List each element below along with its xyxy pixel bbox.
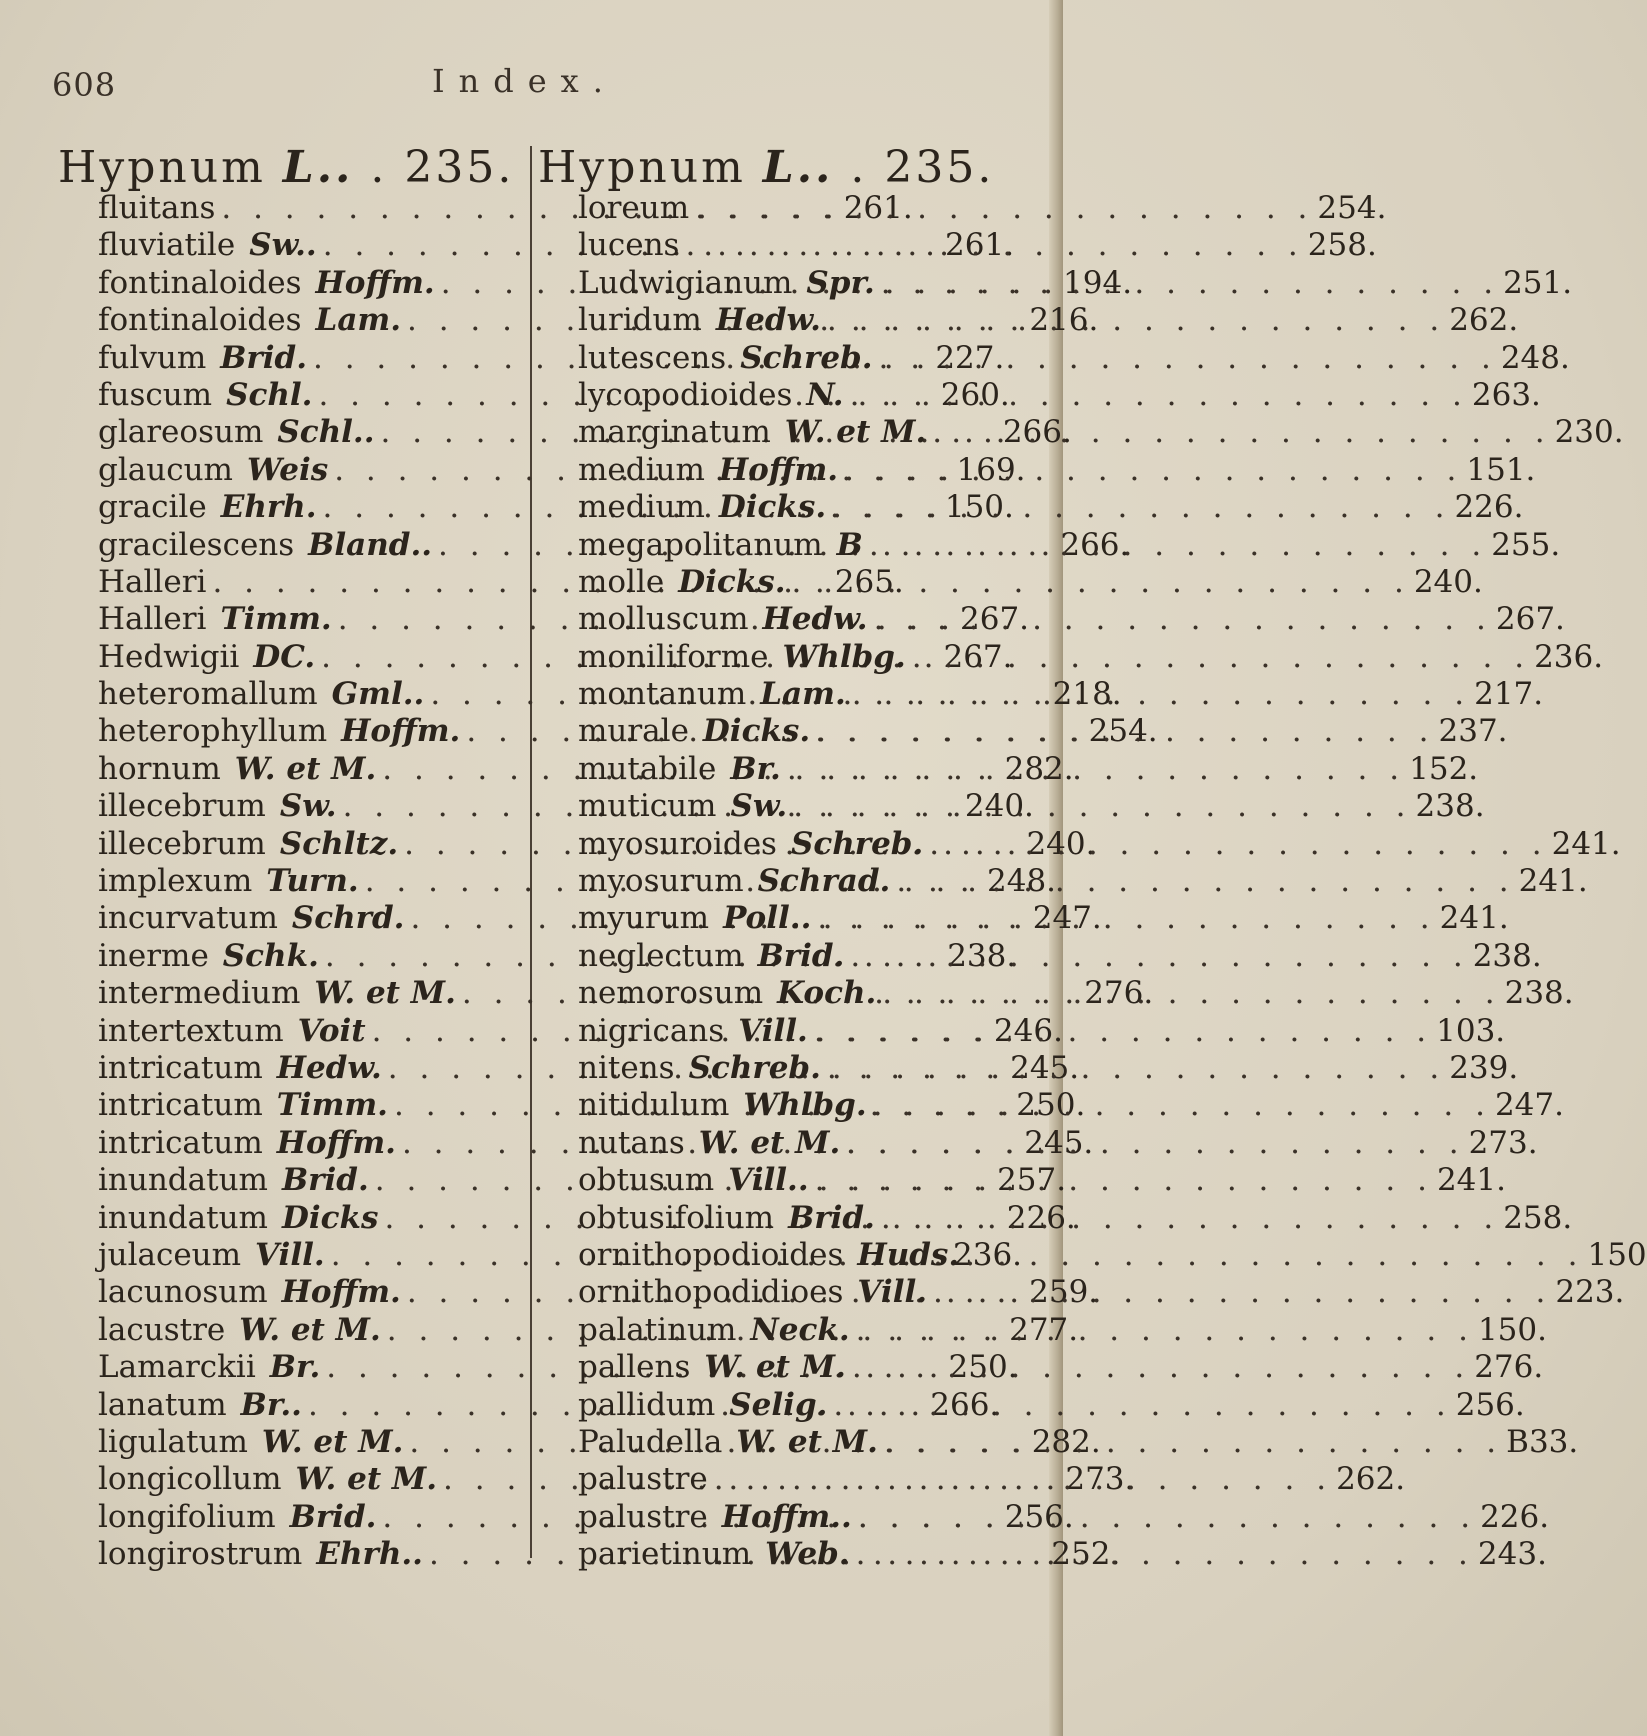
running-head: Index. xyxy=(432,62,617,100)
entry-author: Ehrh. xyxy=(220,489,317,526)
entry-author: Hedw. xyxy=(762,601,868,638)
entry-name: obtusifolium xyxy=(578,1199,775,1236)
entry-name: glareosum xyxy=(98,414,264,451)
entry-page: 260. xyxy=(940,376,1010,413)
entry-name: hornum xyxy=(98,750,221,787)
index-entry xyxy=(578,563,1483,601)
entry-author: Hedw. xyxy=(715,302,821,339)
entry-page: 240. xyxy=(1413,563,1483,600)
entry-name: Paludella xyxy=(578,1423,723,1460)
index-entry xyxy=(578,937,1542,975)
entry-name: palustre xyxy=(578,1461,708,1498)
dot-leader xyxy=(863,527,1487,563)
entry-name: marginatum xyxy=(578,414,771,451)
entry-author: Brid. xyxy=(757,937,845,974)
index-entry xyxy=(578,190,1387,227)
entry-author: Schrd. xyxy=(291,900,405,937)
entry-name: palatinum xyxy=(578,1311,737,1348)
entry-author: Bland.. xyxy=(308,526,433,563)
entry-author: Sw.. xyxy=(249,227,317,264)
entry-author: Vill. xyxy=(857,1274,928,1311)
entry-page: 262. xyxy=(1449,302,1519,339)
entry-page: 236. xyxy=(1534,638,1604,675)
entry-author: Hoffm. xyxy=(315,264,435,301)
entry-page: 240. xyxy=(1026,825,1096,862)
entry-name: loreum xyxy=(578,190,690,226)
entry-page: 150. xyxy=(1477,1311,1547,1348)
entry-page: 248. xyxy=(1500,339,1570,376)
entry-page: B33. xyxy=(1506,1423,1579,1460)
entry-author: B xyxy=(836,526,863,563)
entry-author: Voit xyxy=(297,1012,366,1049)
dot-leader xyxy=(844,377,1468,413)
entry-page: 150 xyxy=(1587,1236,1647,1273)
entry-author: Schreb. xyxy=(688,1049,821,1086)
entry-name: nutans xyxy=(578,1124,685,1161)
entry-page: 241. xyxy=(1518,863,1588,900)
dot-leader xyxy=(846,676,1470,712)
entry-page: 267. xyxy=(1495,601,1565,638)
dot-leader xyxy=(927,1274,1551,1310)
entry-page: 246. xyxy=(993,1012,1063,1049)
heading-genus: Hypnum xyxy=(538,142,746,193)
entry-name: fluviatile xyxy=(98,227,236,264)
dot-leader xyxy=(827,1387,1451,1423)
right-column-heading xyxy=(538,142,994,193)
dot-leader xyxy=(906,639,1530,675)
entry-author: Dicks. xyxy=(678,563,786,600)
entry-name: myurum xyxy=(578,900,710,937)
dot-leader xyxy=(844,938,1468,974)
entry-name: murale xyxy=(578,713,689,750)
entry-page: 254. xyxy=(1317,190,1387,226)
entry-name: moniliforme xyxy=(578,638,769,675)
dot-leader xyxy=(923,826,1547,862)
entry-author: Whlbg. xyxy=(743,1087,867,1124)
entry-page: 194. xyxy=(1063,264,1133,301)
entry-author: Schltz. xyxy=(279,825,399,862)
entry-page: 256. xyxy=(1004,1498,1074,1535)
entry-author: W. et M. xyxy=(314,975,456,1012)
entry-author: Sw. xyxy=(730,788,788,825)
entry-name: megapolitanum xyxy=(578,526,823,563)
entry-author: DC. xyxy=(253,638,316,675)
dot-leader xyxy=(873,340,1497,376)
entry-page: 261. xyxy=(945,227,1015,264)
dot-leader xyxy=(808,1013,1432,1049)
entry-author: Brid. xyxy=(220,339,308,376)
entry-page: 236. xyxy=(953,1236,1023,1273)
entry-name: lanatum xyxy=(98,1386,227,1423)
dot-leader xyxy=(781,751,1405,787)
entry-author: Schk. xyxy=(222,937,319,974)
dot-leader xyxy=(708,1461,1332,1497)
entry-name: lycopodioides xyxy=(578,376,793,413)
entry-name: inundatum xyxy=(98,1199,268,1236)
entry-page: 226. xyxy=(1480,1498,1550,1535)
heading-page: 235. xyxy=(884,142,995,193)
entry-page: 267. xyxy=(960,601,1030,638)
heading-page: 235. xyxy=(404,142,515,193)
entry-name: longicollum xyxy=(98,1461,282,1498)
dot-leader xyxy=(821,302,1445,338)
entry-author: Timm. xyxy=(276,1087,388,1124)
entry-name: implexum xyxy=(98,863,253,900)
entry-page: 273. xyxy=(1468,1124,1538,1161)
entry-page: 230. xyxy=(1554,414,1624,451)
index-entry xyxy=(578,339,1570,377)
entry-author: Huds. xyxy=(857,1236,960,1273)
entry-author: W. et M. xyxy=(784,414,927,451)
entry-name: fontinaloides xyxy=(98,302,302,339)
entry-name: fuscum xyxy=(98,376,213,413)
entry-author: W. et M. xyxy=(704,1349,846,1386)
entry-author: W. et M. xyxy=(295,1461,438,1498)
entry-name: Lamarckii xyxy=(98,1349,256,1386)
entry-author: Dicks xyxy=(281,1199,379,1236)
page-number: 608 xyxy=(52,66,117,104)
entry-author: Hoffm. xyxy=(281,1274,401,1311)
entry-author: W. et M. xyxy=(736,1423,878,1460)
entry-author: Hoffm. xyxy=(718,451,839,488)
entry-page: 254. xyxy=(1088,713,1158,750)
entry-page: 267. xyxy=(943,638,1013,675)
entry-author: Brid. xyxy=(788,1199,875,1236)
entry-author: W. et M. xyxy=(234,750,377,787)
entry-name: heteromallum xyxy=(98,676,318,713)
entry-name: incurvatum xyxy=(98,900,278,937)
entry-page: 282. xyxy=(1031,1423,1101,1460)
entry-page: 250. xyxy=(1016,1087,1086,1124)
index-entry xyxy=(578,1386,1525,1424)
entry-author: Poll.. xyxy=(723,900,812,937)
entry-name: gracilescens xyxy=(98,526,295,563)
entry-name: nemorosum xyxy=(578,975,764,1012)
entry-page: 261. xyxy=(843,190,913,226)
entry-author: Turn. xyxy=(266,863,359,900)
heading-author: L.. xyxy=(282,142,354,193)
entry-author: Schreb. xyxy=(790,825,924,862)
entry-page: 247. xyxy=(1032,900,1102,937)
dot-leader xyxy=(840,1125,1464,1161)
entry-name: muticum xyxy=(578,788,717,825)
dot-leader xyxy=(809,1162,1433,1198)
entry-author: Ehrh.. xyxy=(316,1536,423,1573)
entry-author: Brid. xyxy=(281,1162,369,1199)
index-entry xyxy=(578,638,1604,676)
entry-name: myosurum xyxy=(578,863,744,900)
entry-name: pallidum xyxy=(578,1386,716,1423)
entry-name: Hedwigii xyxy=(98,638,240,675)
entry-author: W. et M. xyxy=(239,1311,381,1348)
entry-page: 151. xyxy=(1466,451,1536,488)
entry-page: 266. xyxy=(1060,526,1130,563)
entry-author: Schreb. xyxy=(740,339,873,376)
entry-page: 241. xyxy=(1436,1162,1506,1199)
entry-author: Brid. xyxy=(289,1498,377,1535)
entry-page: 243. xyxy=(1477,1536,1547,1573)
entry-name: Ludwigianum xyxy=(578,264,793,301)
entry-page: 240. xyxy=(964,788,1034,825)
entry-author: Sw. xyxy=(279,788,337,825)
dot-leader xyxy=(846,1349,1470,1385)
dot-leader xyxy=(787,788,1411,824)
entry-author: Web. xyxy=(765,1536,850,1573)
entry-name: medium xyxy=(578,489,705,526)
entry-page: 282. xyxy=(1004,750,1074,787)
entry-name: nitidulum xyxy=(578,1087,730,1124)
entry-page: 216. xyxy=(1029,302,1099,339)
entry-author: Lam. xyxy=(315,302,401,339)
entry-page: 169. xyxy=(956,451,1026,488)
entry-name: lutescens xyxy=(578,339,727,376)
entry-name: intricatum xyxy=(98,1124,263,1161)
dot-leader xyxy=(679,227,1303,263)
dot-leader xyxy=(926,414,1550,450)
entry-name: luridum xyxy=(578,302,702,339)
entry-page: 248. xyxy=(987,863,1057,900)
entry-name: molluscum xyxy=(578,601,749,638)
entry-page: 277. xyxy=(1009,1311,1079,1348)
entry-name: heterophyllum xyxy=(98,713,328,750)
entry-author: Koch. xyxy=(777,975,877,1012)
entry-author: Hoffm. xyxy=(341,713,461,750)
entry-name: ornithopodidioes xyxy=(578,1274,844,1311)
index-entry xyxy=(578,376,1541,414)
entry-page: 226. xyxy=(1454,489,1524,526)
entry-name: obtusum xyxy=(578,1162,715,1199)
entry-page: 263. xyxy=(1471,376,1541,413)
entry-name: parietinum xyxy=(578,1536,752,1573)
dot-leader xyxy=(850,1312,1474,1348)
dot-leader xyxy=(868,601,1492,637)
entry-page: 256. xyxy=(1455,1386,1525,1423)
entry-page: 257. xyxy=(997,1162,1067,1199)
entry-author: Neck. xyxy=(750,1311,850,1348)
dot-leader xyxy=(890,863,1514,899)
entry-name: ornithopodioides xyxy=(578,1236,844,1273)
entry-name: intertextum xyxy=(98,1012,284,1049)
entry-page: 245. xyxy=(1010,1049,1080,1086)
entry-name: mutabile xyxy=(578,750,717,787)
entry-page: 218. xyxy=(1052,676,1122,713)
entry-name: palustre xyxy=(578,1498,708,1535)
dot-leader xyxy=(878,1424,1502,1460)
entry-author: Whlbg. xyxy=(782,638,906,675)
entry-page: 237. xyxy=(1438,713,1508,750)
dot-leader xyxy=(875,1200,1499,1236)
entry-page: 255. xyxy=(1491,526,1561,563)
entry-page: 276. xyxy=(1084,975,1154,1012)
entry-page: 152. xyxy=(1409,750,1479,787)
entry-page: 265. xyxy=(834,563,904,600)
entry-name: intermedium xyxy=(98,975,301,1012)
entry-name: gracile xyxy=(98,489,207,526)
entry-name: myosuroides xyxy=(578,825,777,862)
dot-leader xyxy=(876,975,1500,1011)
index-entry xyxy=(578,1349,1544,1386)
entry-name: medium xyxy=(578,451,705,488)
entry-name: illecebrum xyxy=(98,825,266,862)
entry-name: fluitans xyxy=(98,190,216,226)
entry-author: Br. xyxy=(269,1349,321,1386)
entry-author: Timm. xyxy=(220,601,332,638)
entry-name: lucens xyxy=(578,227,680,264)
dot-leader xyxy=(811,900,1435,936)
entry-page: 241. xyxy=(1551,825,1621,862)
entry-author: N. xyxy=(806,376,844,413)
entry-name: molle xyxy=(578,563,665,600)
dot-leader xyxy=(810,713,1434,749)
heading-dots: . xyxy=(850,142,868,193)
dot-leader xyxy=(867,1087,1491,1123)
entry-page: 259. xyxy=(1029,1274,1099,1311)
entry-name: ligulatum xyxy=(98,1423,248,1460)
entry-page: 273. xyxy=(1065,1461,1135,1498)
entry-name: intricatum xyxy=(98,1049,263,1086)
index-entry xyxy=(578,227,1377,264)
entry-author: W. et M. xyxy=(261,1423,404,1460)
dot-leader xyxy=(875,265,1499,301)
entry-author: Vill. xyxy=(255,1236,325,1273)
entry-page: 252. xyxy=(1051,1536,1121,1573)
entry-name: longifolium xyxy=(98,1498,276,1535)
entry-author: Selig. xyxy=(729,1386,828,1423)
entry-author: Vill.. xyxy=(728,1162,809,1199)
entry-page: 266. xyxy=(930,1386,1000,1423)
entry-name: illecebrum xyxy=(98,788,266,825)
entry-name: inundatum xyxy=(98,1162,268,1199)
entry-author: Br. xyxy=(730,750,781,787)
entry-name: Halleri xyxy=(98,601,207,638)
entry-page: 227. xyxy=(935,339,1005,376)
dot-leader xyxy=(786,564,1410,600)
entry-author: Hoffm.. xyxy=(721,1498,852,1535)
entry-page: 150. xyxy=(944,489,1014,526)
dot-leader xyxy=(838,452,1462,488)
heading-author: L.. xyxy=(762,142,834,193)
entry-name: intricatum xyxy=(98,1087,263,1124)
entry-page: 223. xyxy=(1555,1274,1625,1311)
entry-author: Vill. xyxy=(738,1012,808,1049)
entry-page: 238. xyxy=(947,937,1017,974)
entry-author: W. et M. xyxy=(698,1124,841,1161)
index-entry xyxy=(578,601,1565,638)
dot-leader xyxy=(826,489,1450,525)
entry-page: 250. xyxy=(948,1349,1018,1386)
entry-page: 103. xyxy=(1436,1012,1506,1049)
entry-author: Schrad. xyxy=(757,863,891,900)
entry-author: Weis xyxy=(246,451,329,488)
entry-author: Spr. xyxy=(806,264,875,301)
entry-author: Br.. xyxy=(240,1386,302,1423)
entry-author: Dicks. xyxy=(718,489,827,526)
entry-name: nigricans xyxy=(578,1012,725,1049)
entry-name: inerme xyxy=(98,937,209,974)
entry-name: glaucum xyxy=(98,451,233,488)
entry-name: longirostrum xyxy=(98,1536,303,1573)
entry-page: 238. xyxy=(1504,975,1574,1012)
entry-page: 239. xyxy=(1449,1049,1519,1086)
entry-page: 258. xyxy=(1503,1199,1573,1236)
entry-name: neglectum xyxy=(578,937,744,974)
entry-page: 238. xyxy=(1472,937,1542,974)
heading-genus: Hypnum xyxy=(58,142,266,193)
dot-leader xyxy=(959,1237,1583,1273)
entry-page: 251. xyxy=(1503,264,1573,301)
entry-author: Schl. xyxy=(226,376,313,413)
dot-leader xyxy=(821,1050,1445,1086)
entry-page: 238. xyxy=(1415,788,1485,825)
entry-page: 247. xyxy=(1494,1087,1564,1124)
entry-page: 262. xyxy=(1336,1461,1406,1498)
entry-name: Halleri xyxy=(98,563,207,600)
entry-name: fontinaloides xyxy=(98,264,302,301)
entry-author: Lam. xyxy=(760,676,846,713)
entry-page: 217. xyxy=(1474,676,1544,713)
entry-name: nitens xyxy=(578,1049,675,1086)
entry-name: lacunosum xyxy=(98,1274,268,1311)
heading-dots: . xyxy=(370,142,388,193)
dot-leader xyxy=(850,1536,1474,1572)
entry-author: Hoffm. xyxy=(276,1124,396,1161)
entry-author: Schl.. xyxy=(277,414,375,451)
entry-name: fulvum xyxy=(98,339,207,376)
entry-author: Gml.. xyxy=(331,676,425,713)
entry-author: Hedw. xyxy=(276,1049,382,1086)
entry-page: 276. xyxy=(1474,1349,1544,1386)
entry-name: montanum xyxy=(578,676,747,713)
index-entry xyxy=(578,489,1524,526)
entry-page: 241. xyxy=(1439,900,1509,937)
entry-author: Dicks. xyxy=(702,713,811,750)
entry-page: 258. xyxy=(1307,227,1377,264)
entry-page: 245. xyxy=(1024,1124,1094,1161)
entry-page: 266. xyxy=(1002,414,1072,451)
entry-name: lacustre xyxy=(98,1311,226,1348)
dot-leader xyxy=(852,1499,1476,1535)
entry-page: 226. xyxy=(1006,1199,1076,1236)
left-column-heading xyxy=(58,142,514,193)
dot-leader xyxy=(689,190,1313,226)
entry-name: pallens xyxy=(578,1349,691,1386)
entry-name: julaceum xyxy=(98,1236,242,1273)
